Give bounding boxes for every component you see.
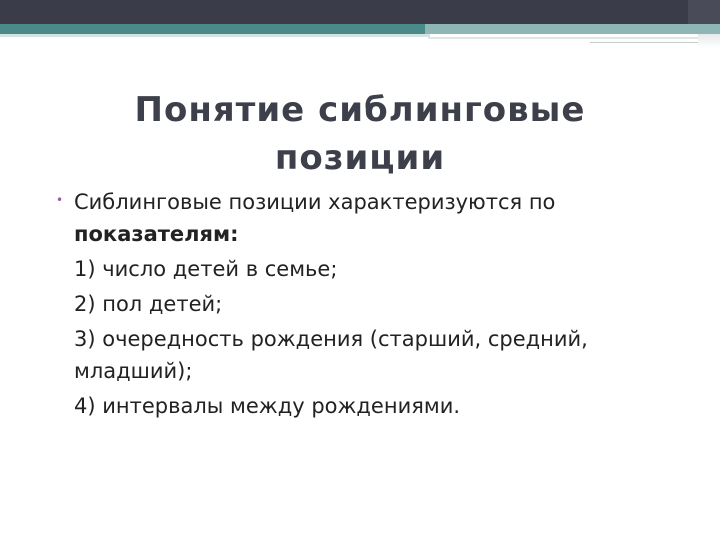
bullet-item [56, 186, 686, 250]
list-item: 2) пол детей; [74, 292, 223, 316]
accent-line [428, 37, 720, 39]
accent-line-short [590, 42, 700, 43]
bullet-marker: • [56, 193, 64, 207]
bullet-text: Сиблинговые позиции характеризуются по [74, 190, 556, 214]
slide-title: Понятие сиблинговые позиции [134, 90, 586, 178]
list-item: 4) интервалы между рождениями. [74, 394, 461, 418]
bullet-bold-text: показателям: [74, 222, 239, 246]
header-bar [0, 0, 720, 24]
slide-body [56, 186, 686, 422]
header-bar-accent [688, 0, 720, 24]
teal-stripe-faint [0, 34, 430, 37]
list-item: 1) число детей в семье; [74, 257, 338, 281]
list-item: 3) очередность рождения (старший, средний, младший); [74, 327, 588, 383]
teal-stripe-light [425, 24, 720, 34]
header-shadow [698, 34, 720, 48]
